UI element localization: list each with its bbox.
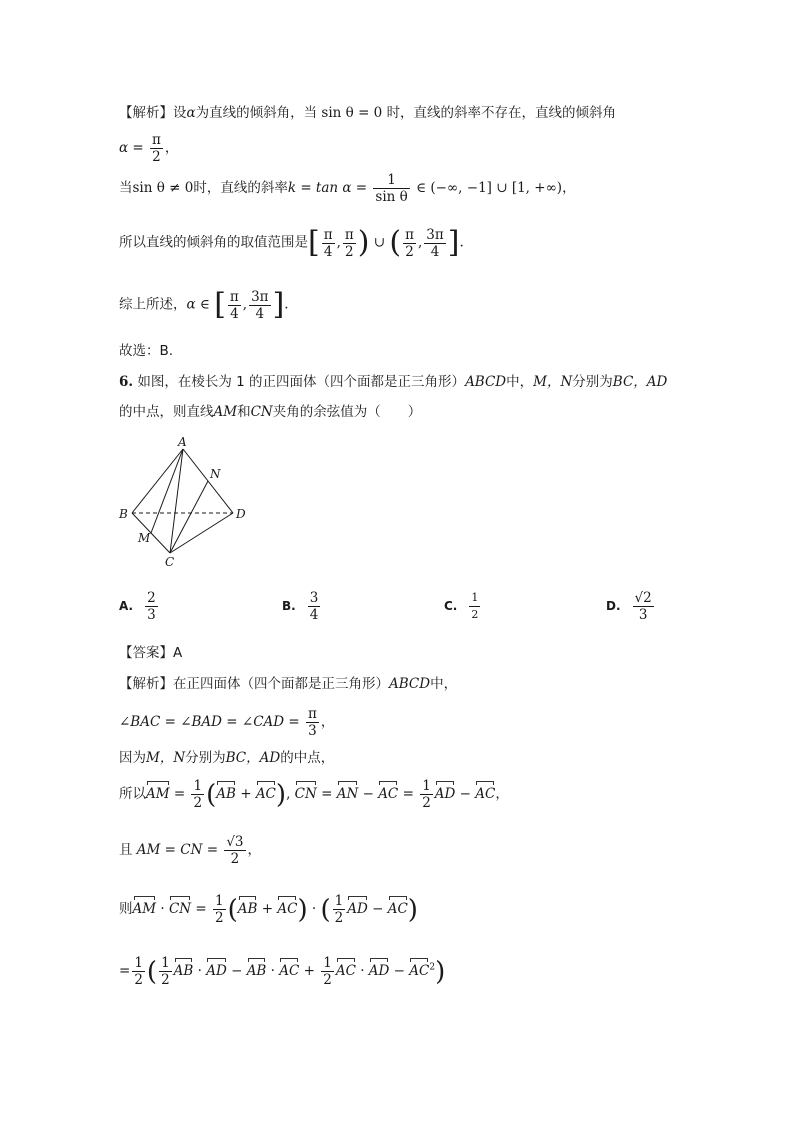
- bracket: [: [214, 287, 226, 322]
- numerator: 1: [161, 955, 170, 971]
- option-a[interactable]: [119, 586, 160, 626]
- numerator: 1: [215, 893, 224, 909]
- text: 夹角的余弦值为（ ）: [272, 404, 422, 420]
- vector-cn: CN: [294, 786, 317, 802]
- denominator: 2: [323, 972, 332, 988]
- option-letter: D.: [606, 599, 621, 613]
- denominator: 2: [422, 795, 431, 811]
- text: 为直线的倾斜角，当: [195, 105, 318, 121]
- text: 时，直线的斜率: [193, 180, 288, 196]
- numerator: 3: [309, 589, 319, 606]
- point-label-m: M: [138, 531, 151, 545]
- vector-ad: AD: [368, 963, 390, 979]
- math-sin-nonzero: sin θ ≠ 0: [132, 180, 194, 196]
- operator: ·: [193, 963, 207, 979]
- text: 的中点，: [280, 750, 335, 766]
- math: BC，AD: [225, 750, 281, 766]
- analysis2-line-7: [119, 955, 445, 988]
- vector-ac: AC: [335, 963, 356, 979]
- numerator: 1: [373, 172, 409, 189]
- denominator: 3: [147, 606, 156, 623]
- answer-value: A: [173, 645, 183, 661]
- vector-ac: AC: [378, 786, 399, 802]
- fraction: [469, 590, 480, 623]
- fraction: [150, 132, 163, 165]
- operator: =: [398, 786, 419, 802]
- bracket: ): [357, 225, 370, 260]
- operator: =: [191, 901, 212, 917]
- numerator: √3: [226, 834, 244, 850]
- denominator: 2: [471, 607, 479, 621]
- operator: −: [358, 786, 379, 802]
- vector-ac: AC: [387, 901, 408, 917]
- fraction: [424, 227, 445, 260]
- bracket: ): [297, 894, 308, 925]
- operator: +: [257, 901, 278, 917]
- vertex-label-a: A: [178, 435, 187, 449]
- denominator: 2: [230, 851, 240, 867]
- math: M，N: [533, 374, 573, 390]
- fraction: [249, 289, 270, 322]
- edge-ac: [170, 449, 183, 553]
- option-letter: A.: [119, 599, 134, 613]
- denominator: 2: [152, 149, 161, 165]
- analysis-tag: 【解析】: [119, 676, 173, 692]
- fraction: [321, 955, 334, 988]
- text: 综上所述，: [119, 296, 187, 313]
- answer-line: [119, 643, 182, 663]
- fraction: [228, 289, 241, 322]
- option-b[interactable]: [282, 586, 322, 626]
- vector-am: AM: [132, 901, 157, 917]
- operator: ·: [266, 963, 280, 979]
- analysis-line-1: [119, 103, 616, 123]
- text: 和: [237, 404, 251, 420]
- analysis-line-3: [119, 172, 576, 205]
- numerator: π: [308, 706, 317, 722]
- vertex-label-b: B: [119, 507, 128, 521]
- numerator: π: [405, 226, 414, 243]
- denominator: 2: [405, 243, 414, 260]
- vertex-label-d: D: [236, 507, 246, 521]
- option-letter: C.: [444, 599, 458, 613]
- denominator: 2: [161, 972, 170, 988]
- numerator: √2: [634, 589, 652, 606]
- denominator: 4: [255, 305, 265, 322]
- text: ，: [320, 714, 335, 730]
- math-alpha-eq: α =: [119, 140, 144, 156]
- denominator: 4: [430, 243, 440, 260]
- vector-ac: AC: [255, 786, 276, 802]
- fraction: [633, 590, 654, 623]
- fraction: [420, 778, 433, 811]
- denominator: 3: [638, 606, 648, 623]
- analysis-line-2: [119, 132, 178, 165]
- operator: −: [455, 786, 476, 802]
- text: ，: [562, 180, 576, 196]
- numerator: 1: [323, 955, 332, 971]
- text: 在正四面体（四个面都是正三角形）: [173, 676, 389, 692]
- math-sin-zero: sin θ = 0: [321, 105, 383, 121]
- vector-ac: AC: [409, 963, 430, 979]
- fraction: [322, 227, 335, 260]
- bracket: ]: [272, 287, 285, 322]
- analysis2-line-3: [119, 748, 334, 768]
- math: AM: [213, 404, 238, 420]
- denominator: 2: [334, 910, 344, 926]
- vertex-label-c: C: [165, 555, 175, 569]
- exponent: 2: [429, 962, 436, 973]
- numerator: π: [229, 288, 239, 305]
- analysis-tag: 【解析】: [119, 105, 173, 121]
- math-range: ∈ (−∞, −1] ∪ [1, +∞): [416, 180, 563, 196]
- fraction: [333, 893, 346, 926]
- denominator: 4: [230, 305, 239, 322]
- fraction: [213, 893, 226, 926]
- numerator: π: [323, 226, 333, 243]
- math-slope: k = tan α =: [287, 180, 368, 196]
- operator: +: [299, 963, 320, 979]
- numerator: π: [152, 132, 161, 148]
- vector-ac: AC: [279, 963, 300, 979]
- edge-ab: [132, 449, 183, 513]
- bracket: (: [320, 894, 331, 925]
- operator: =: [316, 786, 337, 802]
- vector-ac: AC: [475, 786, 496, 802]
- bracket: (: [206, 779, 217, 810]
- math: BC，AD: [612, 374, 668, 390]
- edge-cd: [170, 513, 233, 553]
- operator: −: [226, 963, 247, 979]
- bracket: ]: [447, 225, 460, 260]
- bracket: (: [389, 225, 402, 260]
- tetrahedron-figure: [112, 432, 262, 572]
- text: 且: [119, 842, 133, 858]
- math: ABCD: [389, 676, 431, 692]
- bracket: ): [407, 894, 418, 925]
- denominator: 4: [323, 243, 333, 260]
- fraction: [373, 172, 409, 205]
- fraction: [403, 227, 416, 260]
- vector-ad: AD: [347, 901, 368, 917]
- fraction: [306, 706, 319, 739]
- option-letter: B.: [282, 599, 296, 613]
- vector-am: AM: [146, 786, 170, 802]
- option-c[interactable]: [444, 586, 482, 626]
- math: M，N: [146, 750, 186, 766]
- text: 的中点，则直线: [119, 404, 214, 420]
- denominator: 3: [308, 723, 317, 739]
- operator: =: [119, 963, 131, 979]
- vector-an: AN: [336, 786, 359, 802]
- text: 当: [119, 180, 133, 196]
- denominator: 4: [309, 606, 319, 623]
- fraction: [191, 778, 204, 811]
- text: 则: [119, 901, 133, 917]
- bracket: ): [435, 956, 446, 987]
- text: 中，: [430, 676, 458, 692]
- answer-tag: 【答案】: [119, 645, 173, 661]
- math: ABCD: [465, 374, 507, 390]
- fraction: [343, 227, 356, 260]
- text: 分别为: [185, 750, 226, 766]
- denominator: 2: [215, 910, 224, 926]
- vector-ab: AB: [173, 963, 194, 979]
- text: ，: [164, 140, 179, 156]
- text: ，: [495, 786, 509, 802]
- operator: +: [235, 786, 256, 802]
- choice-line: 故选：B.: [119, 343, 174, 359]
- fraction: [224, 834, 245, 867]
- bracket: (: [227, 894, 238, 925]
- text: 所以: [119, 786, 146, 802]
- numerator: 1: [334, 893, 344, 909]
- analysis2-line-5: [119, 834, 261, 867]
- math-alpha-in: α ∈: [186, 296, 210, 313]
- analysis2-line-4: 所以AM = $\frac{1}{2}$ (AB + AC), CN = AN − AC = $\frac{1}{2}$ AD − AC，: [119, 778, 509, 811]
- text: 如图，在棱长为 1 的正四面体（四个面都是正三角形）: [137, 374, 466, 390]
- analysis-line-4: 所以直线的倾斜角的取值范围是[ $\frac{\pi}{4}$ , $\frac{\pi}{2}$ ) ∪ ( $\frac{\pi}{2}$ , $\frac{3\pi}{4}$ ].: [119, 225, 464, 260]
- bracket: (: [146, 956, 158, 987]
- numerator: 3π: [251, 288, 269, 305]
- vector-cn: CN: [168, 901, 192, 917]
- point-label-n: N: [210, 467, 221, 481]
- operator: ·: [355, 963, 369, 979]
- denominator: 2: [134, 972, 143, 988]
- segment-cn: [170, 481, 208, 553]
- math-equal-lengths: AM = CN =: [136, 842, 219, 858]
- text: 时，直线的斜率不存在，直线的倾斜角: [386, 105, 617, 121]
- alpha-symbol: α: [186, 105, 196, 121]
- denominator: 2: [193, 795, 203, 811]
- analysis2-line-2: [119, 706, 334, 739]
- option-d[interactable]: [606, 586, 656, 626]
- numerator: π: [344, 226, 354, 243]
- operator: ·: [156, 901, 169, 917]
- numerator: 2: [147, 589, 156, 606]
- numerator: 1: [193, 778, 203, 794]
- analysis-line-5: 综上所述，α ∈ [ $\frac{\pi}{4}$ , $\frac{3\pi}{4}$ ].: [119, 287, 289, 322]
- math-angles: ∠BAC = ∠BAD = ∠CAD =: [119, 714, 300, 730]
- operator: =: [169, 786, 190, 802]
- text: 中，: [506, 374, 534, 390]
- numerator: 1: [469, 590, 480, 607]
- text: 分别为: [572, 374, 613, 390]
- vector-ad: AD: [434, 786, 456, 802]
- vector-ac: AC: [277, 901, 298, 917]
- analysis2-line-1: [119, 674, 457, 694]
- bracket: ): [275, 779, 287, 810]
- operator: −: [389, 963, 410, 979]
- question-number: 6.: [119, 374, 134, 390]
- text: 所以直线的倾斜角的取值范围是: [119, 234, 308, 251]
- denominator: sin θ: [375, 189, 408, 205]
- vector-ab: AB: [246, 963, 267, 979]
- analysis2-line-6: 则AM · CN = $\frac{1}{2}$ (AB + AC) · ( $\frac{1}{2}$ AD − AC): [119, 893, 418, 926]
- question-6-line-1: [119, 372, 667, 392]
- text: ，: [247, 842, 262, 858]
- vector-ad: AD: [206, 963, 227, 979]
- numerator: 1: [134, 955, 143, 971]
- text: 因为: [119, 750, 146, 766]
- vector-ab: AB: [216, 786, 236, 802]
- fraction: [132, 955, 145, 988]
- bracket: [: [308, 225, 320, 260]
- vector-ab: AB: [237, 901, 258, 917]
- fraction: [145, 590, 158, 623]
- fraction: [159, 955, 172, 988]
- text: 设: [173, 105, 187, 121]
- question-6-line-2: [119, 402, 421, 422]
- fraction: [308, 590, 321, 623]
- denominator: 2: [345, 243, 354, 260]
- operator: −: [367, 901, 388, 917]
- math: CN: [250, 404, 273, 420]
- numerator: 1: [422, 778, 431, 794]
- numerator: 3π: [426, 226, 444, 243]
